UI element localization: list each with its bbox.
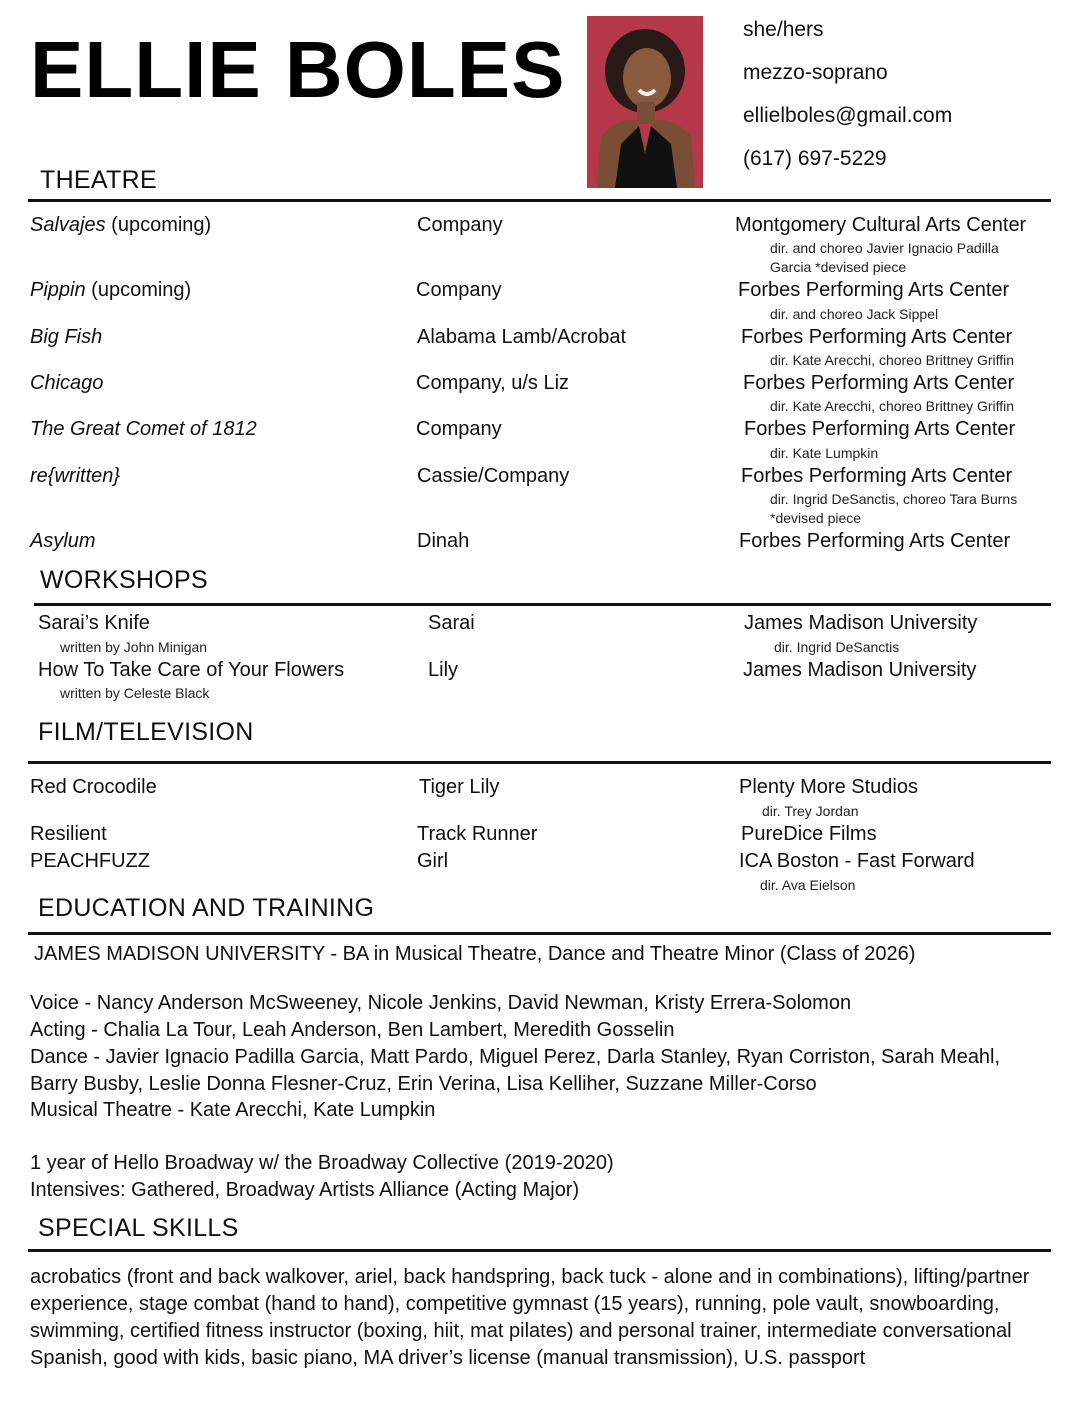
credit-role: Dinah — [417, 530, 470, 552]
credit-venue: Forbes Performing Arts Center — [741, 326, 1013, 348]
workshop-title: How To Take Care of Your Flowers — [38, 659, 345, 681]
workshop-writer: written by Celeste Black — [60, 685, 210, 701]
training-acting: Acting - Chalia La Tour, Leah Anderson, Ben Lambert, Meredith Gosselin — [30, 1019, 675, 1041]
film-divider — [28, 761, 1051, 764]
credit-note: *devised piece — [770, 510, 862, 526]
credit-role: Company — [416, 418, 502, 440]
film-role: Tiger Lily — [419, 776, 500, 798]
film-note: dir. Ava Eielson — [760, 877, 856, 893]
email-link[interactable]: ellielboles@gmail.com — [743, 104, 953, 127]
credit-venue: Forbes Performing Arts Center — [743, 372, 1015, 394]
credit-title: Big Fish — [30, 326, 103, 348]
credit-role: Company, u/s Liz — [416, 372, 570, 394]
workshop-venue: James Madison University — [743, 659, 977, 681]
workshops-heading: WORKSHOPS — [40, 566, 208, 594]
credit-note: dir. Kate Arecchi, choreo Brittney Griffin — [770, 352, 1015, 368]
workshops-divider — [34, 603, 1051, 606]
workshop-venue: James Madison University — [744, 612, 978, 634]
headshot-image — [587, 16, 703, 188]
phone-number: (617) 697-5229 — [743, 147, 887, 170]
credit-title: The Great Comet of 1812 — [30, 418, 257, 440]
film-venue: ICA Boston - Fast Forward — [739, 850, 975, 872]
credit-venue: Forbes Performing Arts Center — [739, 530, 1011, 552]
credit-venue: Forbes Performing Arts Center — [738, 279, 1010, 301]
film-title: Resilient — [30, 823, 107, 845]
credit-note: dir. and choreo Javier Ignacio Padilla — [770, 240, 999, 256]
film-role: Girl — [417, 850, 449, 872]
film-title: Red Crocodile — [30, 776, 157, 798]
skills-divider — [28, 1249, 1051, 1252]
credit-title: Pippin (upcoming) — [30, 279, 192, 301]
credit-role: Alabama Lamb/Acrobat — [417, 326, 627, 348]
film-role: Track Runner — [417, 823, 538, 845]
training-dance: Dance - Javier Ignacio Padilla Garcia, Matt Pardo, Miguel Perez, Darla Stanley, Ryan Corriston, Sarah Meahl, Barry Busby, Leslie Donna Flesner-Cruz, Erin Verina, Lisa Kelliher, Suzzane Miller-Corso — [30, 1046, 1001, 1095]
workshop-note: dir. Ingrid DeSanctis — [774, 639, 900, 655]
credit-title: re{written} — [30, 465, 121, 487]
workshop-role: Lily — [428, 659, 459, 681]
skills-heading: SPECIAL SKILLS — [38, 1214, 239, 1242]
credit-venue: Montgomery Cultural Arts Center — [735, 214, 1027, 236]
education-divider — [28, 932, 1051, 935]
theatre-heading: THEATRE — [40, 166, 157, 194]
pronouns: she/hers — [743, 18, 824, 41]
film-venue: PureDice Films — [741, 823, 877, 845]
workshop-writer: written by John Minigan — [60, 639, 208, 655]
credit-venue: Forbes Performing Arts Center — [744, 418, 1016, 440]
workshop-role: Sarai — [428, 612, 475, 634]
workshop-title: Sarai’s Knife — [38, 612, 150, 634]
training-musical-theatre: Musical Theatre - Kate Arecchi, Kate Lumpkin — [30, 1099, 436, 1121]
credit-note: dir. Kate Arecchi, choreo Brittney Griffin — [770, 398, 1015, 414]
resume-name: ELLIE BOLES — [30, 25, 566, 114]
training-voice: Voice - Nancy Anderson McSweeney, Nicole Jenkins, David Newman, Kristy Errera-Solomon — [30, 992, 852, 1014]
education-heading: EDUCATION AND TRAINING — [38, 894, 375, 922]
training-intensives: Intensives: Gathered, Broadway Artists Alliance (Acting Major) — [30, 1179, 580, 1201]
credit-title: Asylum — [30, 530, 96, 552]
film-venue: Plenty More Studios — [739, 776, 918, 798]
credit-role: Cassie/Company — [417, 465, 570, 487]
film-heading: FILM/TELEVISION — [38, 718, 254, 746]
training-hello-broadway: 1 year of Hello Broadway w/ the Broadway Collective (2019-2020) — [30, 1152, 614, 1174]
credit-title: Salvajes (upcoming) — [30, 214, 212, 236]
headshot-photo — [587, 16, 703, 188]
credit-note: dir. Ingrid DeSanctis, choreo Tara Burns — [770, 491, 1018, 507]
skills-text: acrobatics (front and back walkover, ariel, back handspring, back tuck - alone and in combinations), lifting/partner experience, stage combat (hand to hand), competitive gymnast (15 years), running, pole vault, snowboarding, swimming, certified fitness instructor (boxing, hiit, mat pilates) and personal trainer, intermediate conversational Spanish, good with kids, basic piano, MA driver’s license (manual transmission), U.S. passport — [30, 1266, 1030, 1369]
credit-title: Chicago — [30, 372, 104, 394]
film-title: PEACHFUZZ — [30, 850, 150, 872]
credit-role: Company — [417, 214, 503, 236]
theatre-divider — [28, 199, 1051, 202]
education-school: JAMES MADISON UNIVERSITY - BA in Musical Theatre, Dance and Theatre Minor (Class of 2026) — [34, 943, 916, 965]
voice-type: mezzo-soprano — [743, 61, 888, 84]
credit-role: Company — [416, 279, 502, 301]
credit-note: Garcia *devised piece — [770, 259, 907, 275]
film-note: dir. Trey Jordan — [762, 803, 859, 819]
credit-note: dir. and choreo Jack Sippel — [770, 306, 939, 322]
credit-note: dir. Kate Lumpkin — [770, 445, 879, 461]
credit-venue: Forbes Performing Arts Center — [741, 465, 1013, 487]
